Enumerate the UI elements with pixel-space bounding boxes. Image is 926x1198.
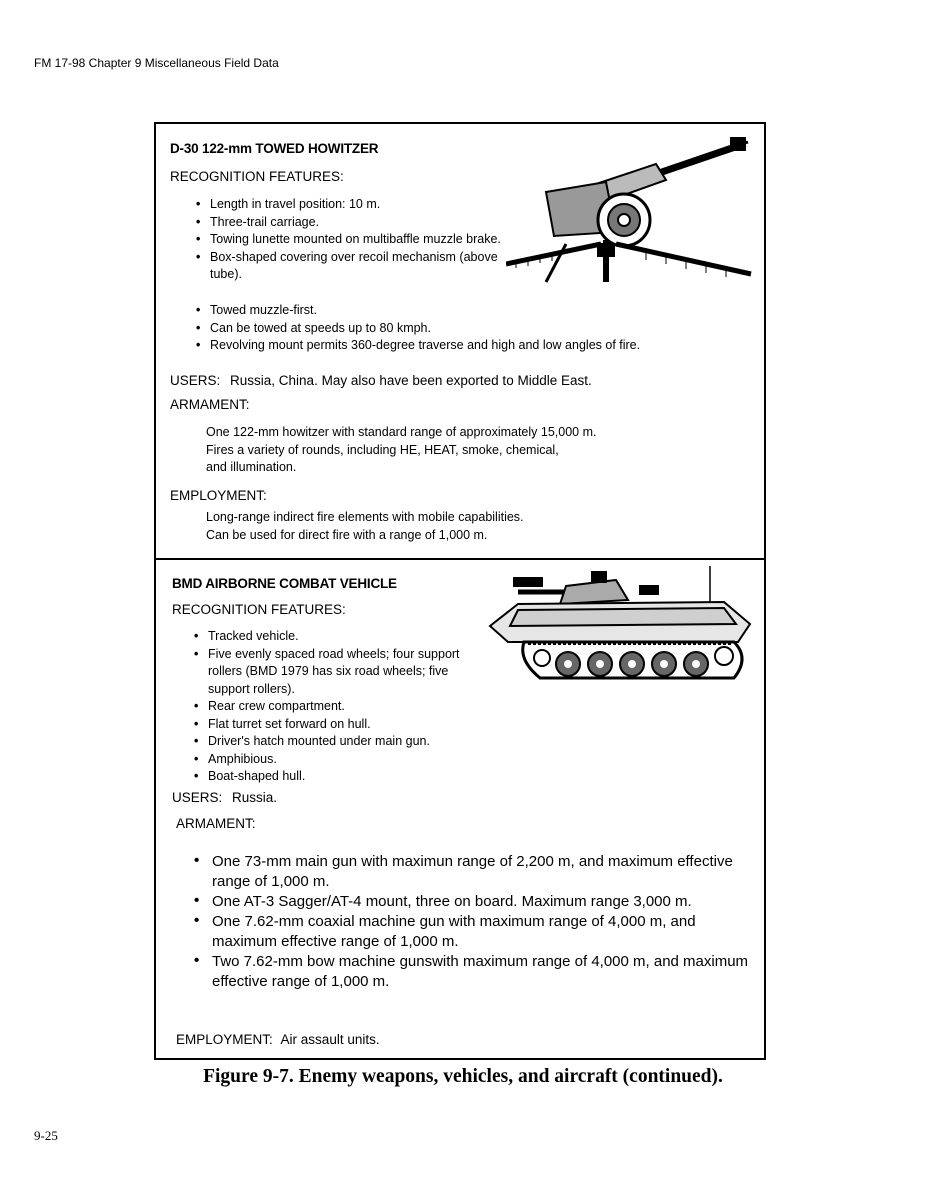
bmd-armament-item: • Two 7.62-mm bow machine gunswith maximum range of 4,000 m, and maximum effective range of 1,000 m. xyxy=(190,952,764,992)
running-header: FM 17-98 Chapter 9 Miscellaneous Field Data xyxy=(34,56,279,70)
howitzer-feature: • Towed muzzle-first. xyxy=(194,302,764,320)
bmd-feature: • Rear crew compartment. xyxy=(192,698,752,716)
howitzer-feature: • Can be towed at speeds up to 80 kmph. xyxy=(194,320,764,338)
howitzer-employment-text: Long-range indirect fire elements with mobile capabilities. Can be used for direct fire with a range of 1,000 m. xyxy=(206,510,524,542)
bmd-feature: • Driver's hatch mounted under main gun. xyxy=(192,733,752,751)
howitzer-features-list-cont xyxy=(194,302,764,355)
bmd-armament-item: • One AT-3 Sagger/AT-4 mount, three on board. Maximum range 3,000 m. xyxy=(190,892,764,912)
bmd-features-list xyxy=(192,628,492,698)
howitzer-panel xyxy=(156,124,764,560)
bmd-employment-value: Air assault units. xyxy=(280,1032,380,1047)
bmd-title: BMD AIRBORNE COMBAT VEHICLE xyxy=(172,576,397,591)
bmd-feature: • Boat-shaped hull. xyxy=(192,768,752,786)
bmd-armament-item: • One 73-mm main gun with maximun range of 2,200 m, and maximum effective range of 1,000 m. xyxy=(190,852,764,892)
howitzer-users xyxy=(170,373,592,388)
figure-frame xyxy=(154,122,766,1060)
bmd-employment xyxy=(176,1032,380,1047)
howitzer-users-value: Russia, China. May also have been exported to Middle East. xyxy=(230,373,592,388)
bmd-users-value: Russia. xyxy=(232,790,278,805)
bmd-feature: • Tracked vehicle. xyxy=(192,628,492,646)
bmd-armament-list xyxy=(190,852,764,992)
bmd-users xyxy=(172,790,277,805)
bmd-panel xyxy=(156,560,764,1058)
bmd-armament-label: ARMAMENT: xyxy=(176,816,256,831)
bmd-recognition-label: RECOGNITION FEATURES: xyxy=(172,602,346,617)
figure-caption: Figure 9-7. Enemy weapons, vehicles, and aircraft (continued). xyxy=(203,1066,723,1087)
howitzer-feature: • Box-shaped covering over recoil mechanism (above tube). xyxy=(194,249,524,284)
howitzer-employment-label: EMPLOYMENT: xyxy=(170,488,267,503)
bmd-feature: • Flat turret set forward on hull. xyxy=(192,716,752,734)
howitzer-armament-text: One 122-mm howitzer with standard range of approximately 15,000 m. Fires a variety of rounds, including HE, HEAT, smoke, chemical, and illumination. xyxy=(206,425,597,474)
howitzer-features-list xyxy=(194,196,524,284)
bmd-features-list-cont xyxy=(192,698,752,786)
bmd-armament-item: • One 7.62-mm coaxial machine gun with maximum range of 4,000 m, and maximum effective range of 1,000 m. xyxy=(190,912,764,952)
howitzer-armament-label: ARMAMENT: xyxy=(170,397,250,412)
howitzer-feature: • Towing lunette mounted on multibaffle muzzle brake. xyxy=(194,231,524,249)
bmd-users-label: USERS: xyxy=(172,790,223,805)
bmd-feature: • Five evenly spaced road wheels; four support rollers (BMD 1979 has six road wheels; five support rollers). xyxy=(192,646,492,699)
bmd-employment-label: EMPLOYMENT: xyxy=(176,1032,273,1047)
howitzer-users-label: USERS: xyxy=(170,373,221,388)
howitzer-title: D-30 122-mm TOWED HOWITZER xyxy=(170,141,379,156)
howitzer-feature: • Three-trail carriage. xyxy=(194,214,524,232)
bmd-illustration xyxy=(488,564,756,696)
bmd-feature: • Amphibious. xyxy=(192,751,752,769)
howitzer-recognition-label: RECOGNITION FEATURES: xyxy=(170,169,344,184)
howitzer-feature: • Length in travel position: 10 m. xyxy=(194,196,524,214)
howitzer-feature: • Revolving mount permits 360-degree traverse and high and low angles of fire. xyxy=(194,337,764,355)
page-number: 9-25 xyxy=(34,1128,58,1143)
howitzer-illustration xyxy=(506,132,756,297)
